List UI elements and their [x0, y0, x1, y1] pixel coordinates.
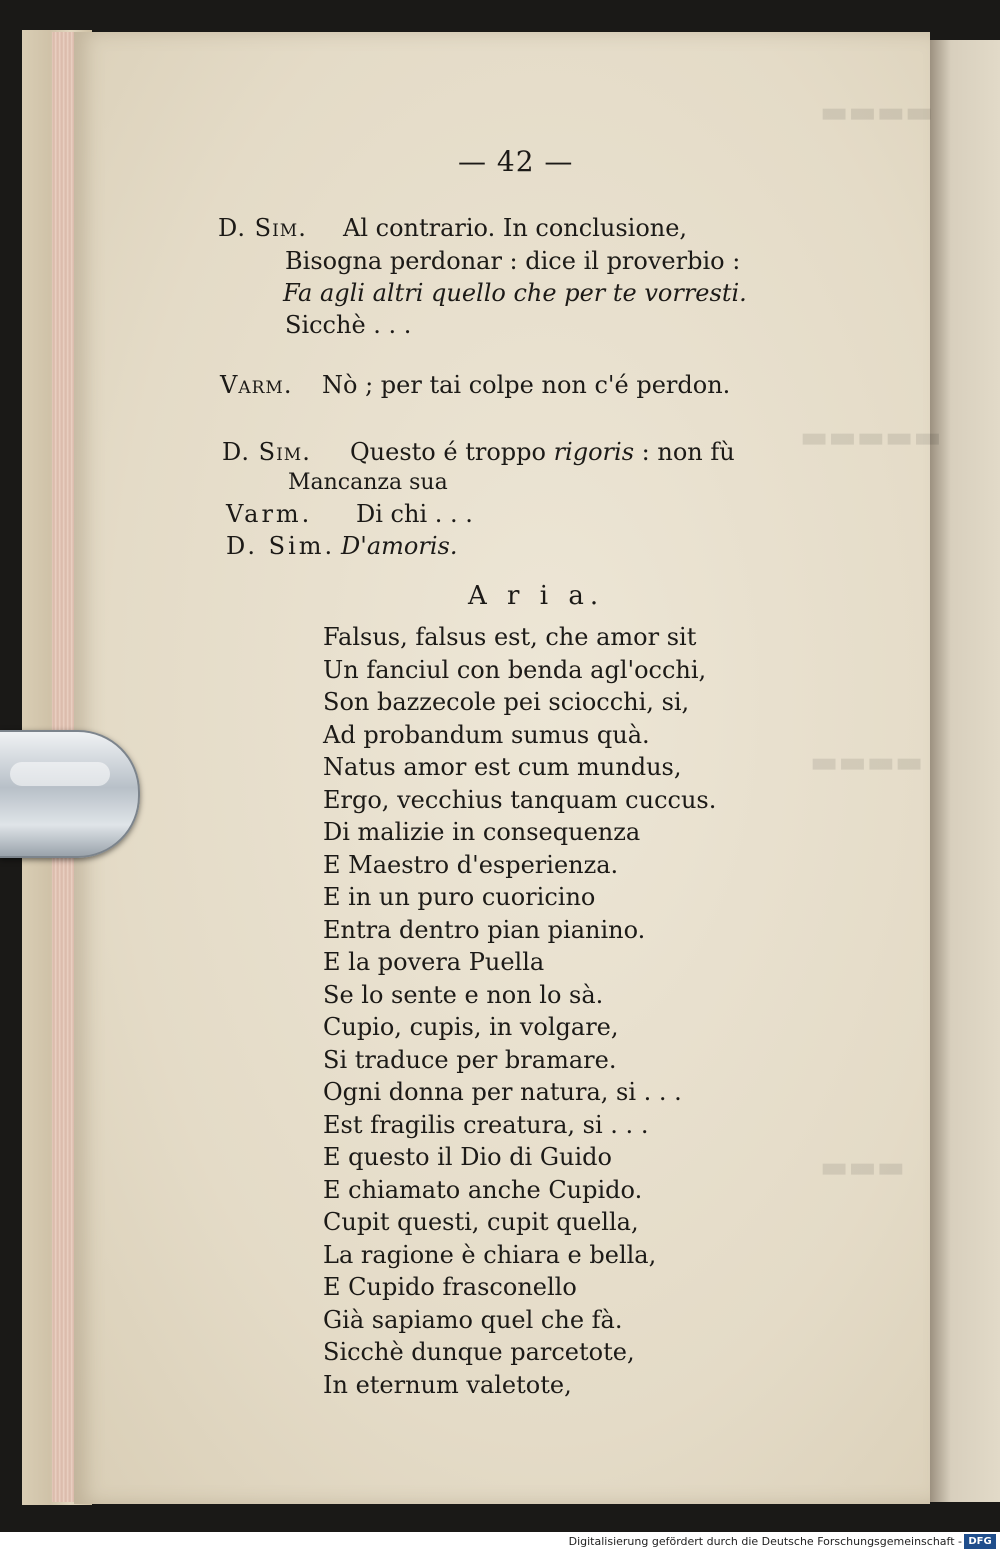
dialogue-line — [350, 436, 735, 469]
verse-line: Cupit questi, cupit quella, — [323, 1208, 639, 1236]
verse-line: E la povera Puella — [323, 948, 545, 976]
verse-line: E chiamato anche Cupido. — [323, 1175, 643, 1204]
dialogue-italic-word: rigoris — [553, 438, 635, 466]
verse-line: Di malizie in consequenza — [323, 818, 641, 846]
verse-line: Se lo sente e non lo sà. — [323, 980, 604, 1009]
clip-highlight — [10, 762, 110, 786]
speaker-label: D. Sim. — [222, 438, 311, 466]
verse-line: Sicchè dunque parcetote, — [323, 1338, 635, 1366]
aria-verse — [323, 621, 716, 1401]
dialogue-text: Questo é troppo — [350, 438, 554, 466]
verse-line: Cupio, cupis, in volgare, — [323, 1013, 619, 1041]
aria-heading: A r i a. — [468, 581, 605, 611]
page-number: — 42 — — [458, 145, 574, 178]
verse-line: Son bazzecole pei sciocchi, si, — [323, 688, 690, 716]
verse-line: E in un puro cuoricino — [323, 883, 596, 911]
dialogue-line: Nò ; per tai colpe non c'é perdon. — [322, 371, 731, 399]
bleed-through-mark: ▬▬▬▬▬ — [800, 420, 942, 455]
verse-line: E Maestro d'esperienza. — [323, 850, 619, 879]
speaker-label: Varm. — [226, 500, 313, 528]
verse-line: Un fanciul con benda agl'occhi, — [323, 655, 707, 684]
dialogue-line: Bisogna perdonar : dice il proverbio : — [285, 247, 741, 275]
verse-line: Si traduce per bramare. — [323, 1045, 617, 1074]
verse-line: In eternum valetote, — [323, 1370, 572, 1399]
dialogue-line: Al contrario. In conclusione, — [343, 214, 688, 242]
dialogue-line: Di chi . . . — [356, 500, 473, 528]
speaker-label: Varm. — [220, 371, 293, 399]
verse-line: La ragione è chiara e bella, — [323, 1240, 657, 1269]
dialogue-line: Sicchè . . . — [285, 311, 412, 339]
verse-line: Natus amor est cum mundus, — [323, 753, 682, 781]
facing-page-edge — [930, 40, 1000, 1502]
dialogue-line: Mancanza sua — [288, 470, 448, 495]
dialogue-line-italic: Fa agli altri quello che per te vorresti. — [283, 279, 747, 307]
dialogue-line-italic: D'amoris. — [341, 532, 458, 560]
bleed-through-mark: ▬▬▬▬ — [820, 95, 934, 130]
dialogue-text: : non fù — [634, 438, 735, 466]
bleed-through-mark: ▬▬▬▬ — [810, 745, 924, 780]
verse-line: Ogni donna per natura, si . . . — [323, 1078, 682, 1106]
bleed-through-mark: ▬▬▬ — [820, 1150, 906, 1185]
verse-line: E Cupido frasconello — [323, 1273, 577, 1301]
speaker-label: D. Sim. — [226, 532, 336, 560]
verse-line: Falsus, falsus est, che amor sit — [323, 623, 697, 651]
footer-credit: Digitalisierung gefördert durch die Deutsche Forschungsgemeinschaft - — [568, 1535, 962, 1548]
verse-line: E questo il Dio di Guido — [323, 1143, 612, 1171]
dfg-logo: DFG — [964, 1534, 996, 1549]
speaker-label: D. Sim. — [218, 214, 307, 242]
verse-line: Entra dentro pian pianino. — [323, 915, 646, 944]
verse-line: Ad probandum sumus quà. — [323, 720, 650, 749]
verse-line: Est fragilis creatura, si . . . — [323, 1110, 649, 1139]
verse-line: Ergo, vecchius tanquam cuccus. — [323, 785, 717, 814]
verse-line: Già sapiamo quel che fà. — [323, 1305, 623, 1334]
page-clip — [0, 730, 140, 858]
